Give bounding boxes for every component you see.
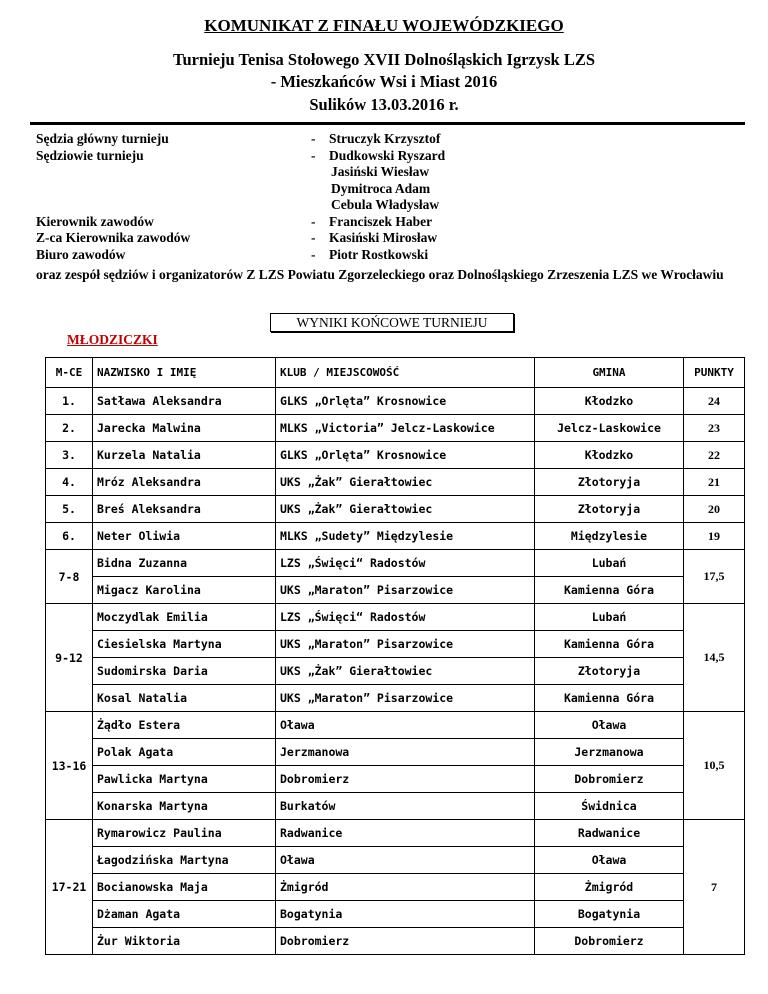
place-cell: 2. bbox=[46, 415, 93, 442]
club-cell: LZS „Święci“ Radostów bbox=[276, 550, 535, 577]
gmina-cell: Oława bbox=[535, 712, 684, 739]
table-row bbox=[46, 820, 745, 847]
table-row bbox=[46, 874, 745, 901]
table-row bbox=[46, 415, 745, 442]
dash: - bbox=[311, 147, 316, 163]
office-label: Biuro zawodów bbox=[36, 246, 126, 262]
gmina-cell: Kłodzko bbox=[535, 442, 684, 469]
player-name-cell: Konarska Martyna bbox=[93, 793, 276, 820]
club-cell: UKS „Maraton” Pisarzowice bbox=[276, 577, 535, 604]
club-cell: Dobromierz bbox=[276, 928, 535, 955]
player-name-cell: Bidna Zuzanna bbox=[93, 550, 276, 577]
referee-name: Dymitroca Adam bbox=[331, 180, 431, 196]
tournament-subtitle: - Mieszkańców Wsi i Miast 2016 bbox=[270, 72, 498, 91]
table-row bbox=[46, 577, 745, 604]
player-name-cell: Rymarowicz Paulina bbox=[93, 820, 276, 847]
player-name-cell: Neter Oliwia bbox=[93, 523, 276, 550]
document-title: KOMUNIKAT Z FINAŁU WOJEWÓDZKIEGO bbox=[204, 16, 564, 35]
dash: - bbox=[311, 131, 316, 146]
gmina-cell: Bogatynia bbox=[535, 901, 684, 928]
referee-name: Dudkowski Ryszard bbox=[329, 147, 446, 163]
player-name-cell: Dżaman Agata bbox=[93, 901, 276, 928]
table-row bbox=[46, 496, 745, 523]
gmina-cell: Dobromierz bbox=[535, 766, 684, 793]
club-cell: Jerzmanowa bbox=[276, 739, 535, 766]
club-cell: MLKS „Victoria” Jelcz-Laskowice bbox=[276, 415, 535, 442]
gmina-cell: Kamienna Góra bbox=[535, 685, 684, 712]
deputy-name: Kasiński Mirosław bbox=[329, 230, 438, 245]
club-cell: UKS „Maraton” Pisarzowice bbox=[276, 631, 535, 658]
place-cell: 17-21 bbox=[46, 820, 93, 955]
club-cell: Oława bbox=[276, 712, 535, 739]
table-row bbox=[46, 631, 745, 658]
column-header-gmina: GMINA bbox=[535, 358, 684, 388]
points-cell: 23 bbox=[684, 415, 745, 442]
category-label: MŁODZICZKI bbox=[67, 332, 158, 347]
club-cell: Bogatynia bbox=[276, 901, 535, 928]
director-name: Franciszek Haber bbox=[329, 213, 433, 229]
club-cell: UKS „Żak” Gierałtowiec bbox=[276, 496, 535, 523]
column-header-points: PUNKTY bbox=[684, 358, 745, 388]
club-cell: Dobromierz bbox=[276, 766, 535, 793]
points-cell: 21 bbox=[684, 469, 745, 496]
gmina-cell: Międzylesie bbox=[535, 523, 684, 550]
gmina-cell: Lubań bbox=[535, 550, 684, 577]
gmina-cell: Lubań bbox=[535, 604, 684, 631]
gmina-cell: Jerzmanowa bbox=[535, 739, 684, 766]
table-row bbox=[46, 550, 745, 577]
table-row bbox=[46, 658, 745, 685]
points-cell: 7 bbox=[684, 820, 745, 955]
player-name-cell: Pawlicka Martyna bbox=[93, 766, 276, 793]
club-cell: UKS „Maraton” Pisarzowice bbox=[276, 685, 535, 712]
club-cell: UKS „Żak” Gierałtowiec bbox=[276, 469, 535, 496]
table-row bbox=[46, 766, 745, 793]
points-cell: 14,5 bbox=[684, 604, 745, 712]
column-header-club: KLUB / MIEJSCOWOŚĆ bbox=[276, 358, 535, 388]
club-cell: Burkatów bbox=[276, 793, 535, 820]
table-header-row bbox=[46, 358, 745, 388]
referees-label: Sędziowie turnieju bbox=[36, 147, 144, 163]
gmina-cell: Złotoryja bbox=[535, 469, 684, 496]
player-name-cell: Breś Aleksandra bbox=[93, 496, 276, 523]
table-row bbox=[46, 739, 745, 766]
dash: - bbox=[311, 213, 316, 229]
table-row bbox=[46, 469, 745, 496]
place-cell: 1. bbox=[46, 388, 93, 415]
gmina-cell: Kamienna Góra bbox=[535, 631, 684, 658]
points-cell: 20 bbox=[684, 496, 745, 523]
player-name-cell: Migacz Karolina bbox=[93, 577, 276, 604]
referee-name: Cebula Władysław bbox=[331, 197, 440, 212]
table-row bbox=[46, 388, 745, 415]
gmina-cell: Oława bbox=[535, 847, 684, 874]
place-cell: 7-8 bbox=[46, 550, 93, 604]
club-cell: Radwanice bbox=[276, 820, 535, 847]
place-cell: 13-16 bbox=[46, 712, 93, 820]
place-cell: 4. bbox=[46, 469, 93, 496]
player-name-cell: Kosal Natalia bbox=[93, 685, 276, 712]
points-cell: 10,5 bbox=[684, 712, 745, 820]
table-row bbox=[46, 523, 745, 550]
player-name-cell: Kurzela Natalia bbox=[93, 442, 276, 469]
club-cell: GLKS „Orlęta” Krosnowice bbox=[276, 442, 535, 469]
gmina-cell: Złotoryja bbox=[535, 658, 684, 685]
dash: - bbox=[311, 230, 316, 245]
office-name: Piotr Rostkowski bbox=[329, 246, 429, 262]
table-row bbox=[46, 901, 745, 928]
club-cell: Oława bbox=[276, 847, 535, 874]
player-name-cell: Jarecka Malwina bbox=[93, 415, 276, 442]
table-row bbox=[46, 442, 745, 469]
gmina-cell: Dobromierz bbox=[535, 928, 684, 955]
results-body bbox=[46, 388, 745, 955]
points-cell: 19 bbox=[684, 523, 745, 550]
points-cell: 24 bbox=[684, 388, 745, 415]
results-table bbox=[45, 357, 745, 955]
player-name-cell: Satława Aleksandra bbox=[93, 388, 276, 415]
tournament-date-place: Sulików 13.03.2016 r. bbox=[309, 95, 459, 114]
place-cell: 9-12 bbox=[46, 604, 93, 712]
player-name-cell: Bocianowska Maja bbox=[93, 874, 276, 901]
club-cell: GLKS „Orlęta” Krosnowice bbox=[276, 388, 535, 415]
player-name-cell: Żur Wiktoria bbox=[93, 928, 276, 955]
table-row bbox=[46, 928, 745, 955]
head-referee-name: Struczyk Krzysztof bbox=[329, 131, 441, 146]
gmina-cell: Radwanice bbox=[535, 820, 684, 847]
gmina-cell: Kamienna Góra bbox=[535, 577, 684, 604]
column-header-name: NAZWISKO I IMIĘ bbox=[93, 358, 276, 388]
club-cell: Żmigród bbox=[276, 874, 535, 901]
gmina-cell: Jelcz-Laskowice bbox=[535, 415, 684, 442]
club-cell: LZS „Święci“ Radostów bbox=[276, 604, 535, 631]
dash: - bbox=[311, 246, 316, 262]
player-name-cell: Łagodzińska Martyna bbox=[93, 847, 276, 874]
table-row bbox=[46, 712, 745, 739]
gmina-cell: Kłodzko bbox=[535, 388, 684, 415]
player-name-cell: Sudomirska Daria bbox=[93, 658, 276, 685]
deputy-label: Z-ca Kierownika zawodów bbox=[36, 230, 191, 245]
gmina-cell: Żmigród bbox=[535, 874, 684, 901]
table-row bbox=[46, 793, 745, 820]
player-name-cell: Żądło Estera bbox=[93, 712, 276, 739]
referee-name: Jasiński Wiesław bbox=[331, 164, 430, 179]
place-cell: 5. bbox=[46, 496, 93, 523]
table-row bbox=[46, 847, 745, 874]
gmina-cell: Złotoryja bbox=[535, 496, 684, 523]
club-cell: MLKS „Sudety” Międzylesie bbox=[276, 523, 535, 550]
head-referee-label: Sędzia główny turnieju bbox=[36, 131, 169, 146]
gmina-cell: Świdnica bbox=[535, 793, 684, 820]
points-cell: 22 bbox=[684, 442, 745, 469]
player-name-cell: Polak Agata bbox=[93, 739, 276, 766]
place-cell: 3. bbox=[46, 442, 93, 469]
points-cell: 17,5 bbox=[684, 550, 745, 604]
header-divider bbox=[30, 122, 745, 125]
table-row bbox=[46, 604, 745, 631]
director-label: Kierownik zawodów bbox=[36, 213, 154, 229]
player-name-cell: Moczydlak Emilia bbox=[93, 604, 276, 631]
results-heading: WYNIKI KOŃCOWE TURNIEJU bbox=[270, 313, 514, 332]
organizers-note: oraz zespół sędziów i organizatorów Z LZS Powiatu Zgorzeleckiego oraz Dolnośląskiego Zrzeszenia LZS we Wrocławiu bbox=[36, 267, 724, 282]
column-header-place: M-CE bbox=[46, 358, 93, 388]
table-row bbox=[46, 685, 745, 712]
player-name-cell: Mróz Aleksandra bbox=[93, 469, 276, 496]
player-name-cell: Ciesielska Martyna bbox=[93, 631, 276, 658]
club-cell: UKS „Żak” Gierałtowiec bbox=[276, 658, 535, 685]
tournament-name: Turnieju Tenisa Stołowego XVII Dolnośląskich Igrzysk LZS bbox=[172, 50, 596, 69]
place-cell: 6. bbox=[46, 523, 93, 550]
